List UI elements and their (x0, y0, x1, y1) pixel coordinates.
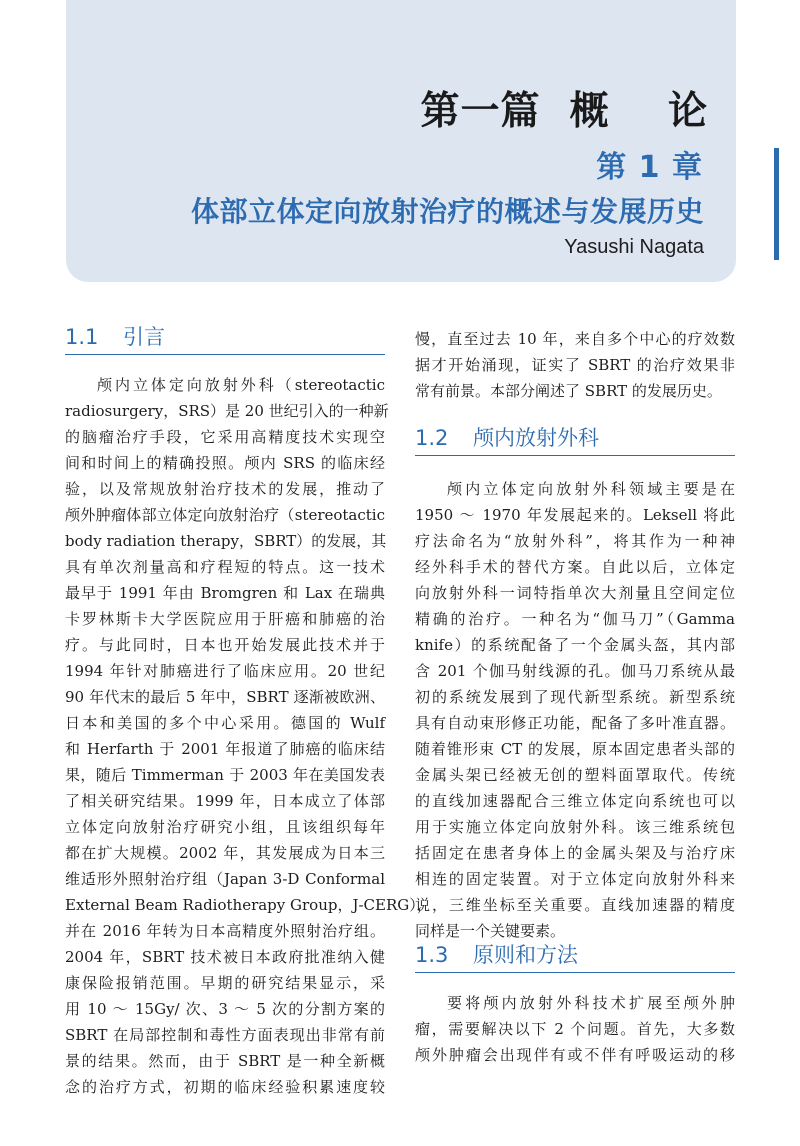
text-line: 立体定向放射治疗研究小组，且该组织每年 (65, 818, 385, 836)
text-line: knife）的系统配备了一个金属头盔，其内部 (415, 636, 735, 654)
text-line: 都在扩大规模。2002 年，其发展成为日本三 (65, 844, 385, 862)
section-number: 1.1 (65, 325, 99, 349)
text-line: 括固定在患者身体上的金属头架及与治疗床 (415, 844, 735, 862)
text-line: 康保险报销范围。早期的研究结果显示，采 (65, 974, 385, 992)
text-line: 疗。与此同时，日本也开始发展此技术并于 (65, 636, 385, 654)
text-line: 含 201 个伽马射线源的孔。伽马刀系统从最 (415, 662, 735, 680)
text-line: 精确的治疗。一种名为“伽马刀”（Gamma (415, 610, 735, 628)
paragraph-radiosurgery (415, 476, 735, 944)
text-line: 景的结果。然而，由于 SBRT 是一种全新概 (65, 1052, 385, 1070)
text-line: SBRT 在局部控制和毒性方面表现出非常有前 (65, 1026, 385, 1044)
section-heading-principles (415, 940, 735, 973)
text-line: 经外科手术的替代方案。自此以后，立体定 (415, 558, 735, 576)
section-heading-radiosurgery (415, 423, 735, 456)
text-line: 了相关研究结果。1999 年，日本成立了体部 (65, 792, 385, 810)
text-line: 最早于 1991 年由 Bromgren 和 Lax 在瑞典 (65, 584, 385, 602)
text-line: 的直线加速器配合三维立体定向系统也可以 (415, 792, 735, 810)
text-line: 1950 ～ 1970 年发展起来的。Leksell 将此 (415, 506, 735, 524)
chapter-header-banner (66, 0, 736, 282)
text-line: 要将颅内放射外科技术扩展至颅外肿 (447, 994, 735, 1012)
section-number: 1.3 (415, 943, 449, 967)
text-line: 念的治疗方式，初期的临床经验积累速度较 (65, 1078, 385, 1096)
text-line: 金属头架已经被无创的塑料面罩取代。传统 (415, 766, 735, 784)
section-title: 原则和方法 (473, 943, 578, 967)
text-line: 2004 年，SBRT 技术被日本政府批准纳入健 (65, 948, 385, 966)
text-line: 1994 年针对肺癌进行了临床应用。20 世纪 (65, 662, 385, 680)
text-line: 颅外肿瘤体部立体定向放射治疗（stereotactic (65, 506, 385, 524)
section-heading-intro (65, 322, 385, 355)
text-line: 卡罗林斯卡大学医院应用于肝癌和肺癌的治 (65, 610, 385, 628)
text-line: 颅内立体定向放射外科领域主要是在 (447, 480, 735, 498)
text-line: 日本和美国的多个中心采用。德国的 Wulf (65, 714, 385, 732)
text-line: 果，随后 Timmerman 于 2003 年在美国发表 (65, 766, 385, 784)
text-line: 向放射外科一词特指单次大剂量且空间定位 (415, 584, 735, 602)
chapter-label: 第 1 章 (596, 150, 703, 185)
text-line: 同样是一个关键要素。 (415, 922, 566, 940)
text-line: radiosurgery，SRS）是 20 世纪引入的一种新 (65, 402, 389, 420)
chapter-author: Yasushi Nagata (564, 236, 704, 258)
text-line: 90 年代末的最后 5 年中，SBRT 逐渐被欧洲、 (65, 688, 385, 706)
text-line: 并在 2016 年转为日本高精度外照射治疗组。 (65, 922, 385, 940)
text-line: 用 10 ～ 15Gy/ 次、3 ～ 5 次的分割方案的 (65, 1000, 385, 1018)
text-line: External Beam Radiotherapy Group，J-CERG）， (65, 896, 432, 914)
part-title: 第一篇 概 论 (420, 89, 708, 134)
text-line: 维适形外照射治疗组（Japan 3-D Conformal (65, 870, 385, 888)
section-title: 颅内放射外科 (473, 426, 599, 450)
text-line: 颅外肿瘤会出现伴有或不伴有呼吸运动的移 (415, 1046, 735, 1064)
text-line: 的脑瘤治疗手段，它采用高精度技术实现空 (65, 428, 385, 446)
text-line: 说，三维坐标至关重要。直线加速器的精度 (415, 896, 735, 914)
text-line: 具有单次剂量高和疗程短的特点。这一技术 (65, 558, 385, 576)
paragraph-intro-continued (415, 326, 735, 404)
text-line: body radiation therapy，SBRT）的发展，其 (65, 532, 387, 550)
section-number: 1.2 (415, 426, 449, 450)
text-line: 验，以及常规放射治疗技术的发展，推动了 (65, 480, 385, 498)
text-line: 疗法命名为“放射外科”，将其作为一种神 (415, 532, 735, 550)
text-line: 据才开始涌现，证实了 SBRT 的治疗效果非 (415, 356, 735, 374)
chapter-accent-bar (774, 148, 779, 260)
text-line: 具有自动束形修正功能，配备了多叶准直器。 (415, 714, 735, 732)
chapter-title: 体部立体定向放射治疗的概述与发展历史 (190, 195, 704, 228)
text-line: 慢，直至过去 10 年，来自多个中心的疗效数 (415, 330, 735, 348)
text-line: 瘤，需要解决以下 2 个问题。首先，大多数 (415, 1020, 735, 1038)
text-line: 随着锥形束 CT 的发展，原本固定患者头部的 (415, 740, 735, 758)
text-line: 间和时间上的精确投照。颅内 SRS 的临床经 (65, 454, 385, 472)
text-line: 和 Herfarth 于 2001 年报道了肺癌的临床结 (65, 740, 385, 758)
text-line: 常有前景。本部分阐述了 SBRT 的发展历史。 (415, 382, 722, 400)
text-line: 颅内立体定向放射外科（stereotactic (97, 376, 385, 394)
text-line: 初的系统发展到了现代新型系统。新型系统 (415, 688, 735, 706)
paragraph-principles (415, 990, 735, 1068)
text-line: 用于实施立体定向放射外科。该三维系统包 (415, 818, 735, 836)
section-title: 引言 (123, 325, 165, 349)
text-line: 相连的固定装置。对于立体定向放射外科来 (415, 870, 735, 888)
